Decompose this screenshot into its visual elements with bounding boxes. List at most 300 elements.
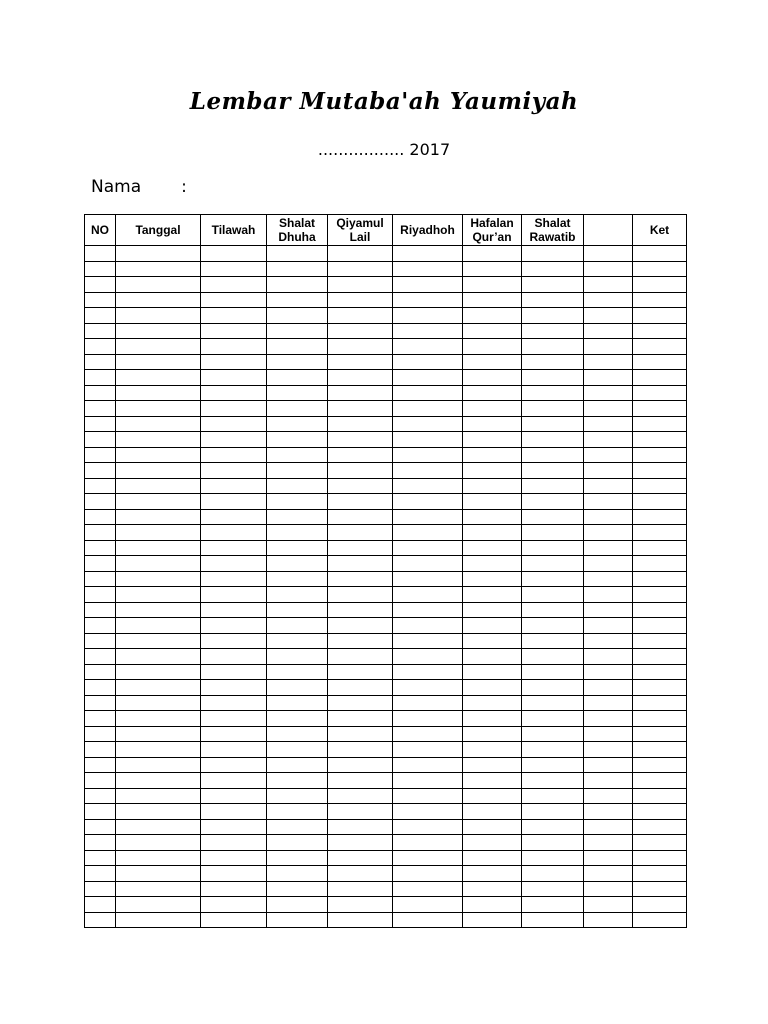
table-cell[interactable] <box>633 556 687 572</box>
table-cell[interactable] <box>463 370 522 386</box>
table-cell[interactable] <box>328 804 393 820</box>
table-cell[interactable] <box>633 804 687 820</box>
table-cell[interactable] <box>267 726 328 742</box>
table-cell[interactable] <box>522 804 584 820</box>
table-cell[interactable] <box>522 711 584 727</box>
table-cell[interactable] <box>85 540 116 556</box>
table-cell[interactable] <box>201 680 267 696</box>
table-cell[interactable] <box>267 850 328 866</box>
table-cell[interactable] <box>328 618 393 634</box>
table-cell[interactable] <box>267 695 328 711</box>
table-cell[interactable] <box>267 478 328 494</box>
table-cell[interactable] <box>267 757 328 773</box>
table-cell[interactable] <box>522 633 584 649</box>
table-cell[interactable] <box>522 835 584 851</box>
table-cell[interactable] <box>201 463 267 479</box>
table-cell[interactable] <box>328 447 393 463</box>
table-cell[interactable] <box>463 540 522 556</box>
table-cell[interactable] <box>201 726 267 742</box>
table-cell[interactable] <box>328 664 393 680</box>
table-cell[interactable] <box>85 881 116 897</box>
table-cell[interactable] <box>267 447 328 463</box>
table-cell[interactable] <box>522 680 584 696</box>
table-cell[interactable] <box>85 308 116 324</box>
table-cell[interactable] <box>633 881 687 897</box>
table-cell[interactable] <box>584 556 633 572</box>
table-cell[interactable] <box>463 897 522 913</box>
table-cell[interactable] <box>463 757 522 773</box>
table-cell[interactable] <box>116 664 201 680</box>
table-cell[interactable] <box>116 649 201 665</box>
table-cell[interactable] <box>584 323 633 339</box>
table-cell[interactable] <box>267 897 328 913</box>
table-cell[interactable] <box>267 494 328 510</box>
table-cell[interactable] <box>116 463 201 479</box>
table-cell[interactable] <box>267 881 328 897</box>
table-cell[interactable] <box>267 308 328 324</box>
table-cell[interactable] <box>328 587 393 603</box>
table-cell[interactable] <box>584 633 633 649</box>
table-cell[interactable] <box>85 835 116 851</box>
table-cell[interactable] <box>267 912 328 928</box>
table-cell[interactable] <box>633 478 687 494</box>
table-cell[interactable] <box>633 540 687 556</box>
table-cell[interactable] <box>633 509 687 525</box>
table-cell[interactable] <box>201 618 267 634</box>
table-cell[interactable] <box>463 509 522 525</box>
table-cell[interactable] <box>463 773 522 789</box>
table-cell[interactable] <box>522 261 584 277</box>
table-cell[interactable] <box>328 246 393 262</box>
table-cell[interactable] <box>116 571 201 587</box>
table-cell[interactable] <box>116 277 201 293</box>
table-cell[interactable] <box>85 261 116 277</box>
table-cell[interactable] <box>85 757 116 773</box>
table-cell[interactable] <box>522 695 584 711</box>
table-cell[interactable] <box>85 726 116 742</box>
table-cell[interactable] <box>393 509 463 525</box>
table-cell[interactable] <box>393 742 463 758</box>
table-cell[interactable] <box>522 339 584 355</box>
table-cell[interactable] <box>85 246 116 262</box>
table-cell[interactable] <box>522 649 584 665</box>
table-cell[interactable] <box>633 292 687 308</box>
table-cell[interactable] <box>267 804 328 820</box>
table-cell[interactable] <box>633 618 687 634</box>
table-cell[interactable] <box>201 401 267 417</box>
table-cell[interactable] <box>393 664 463 680</box>
table-cell[interactable] <box>328 478 393 494</box>
table-cell[interactable] <box>201 416 267 432</box>
table-cell[interactable] <box>393 649 463 665</box>
table-cell[interactable] <box>328 339 393 355</box>
table-cell[interactable] <box>267 370 328 386</box>
table-cell[interactable] <box>116 711 201 727</box>
table-cell[interactable] <box>463 463 522 479</box>
table-cell[interactable] <box>633 912 687 928</box>
table-cell[interactable] <box>522 571 584 587</box>
table-cell[interactable] <box>393 478 463 494</box>
table-cell[interactable] <box>522 881 584 897</box>
table-cell[interactable] <box>633 680 687 696</box>
table-cell[interactable] <box>633 308 687 324</box>
table-cell[interactable] <box>584 478 633 494</box>
table-cell[interactable] <box>85 370 116 386</box>
table-cell[interactable] <box>584 680 633 696</box>
table-cell[interactable] <box>393 881 463 897</box>
table-cell[interactable] <box>267 416 328 432</box>
table-cell[interactable] <box>393 339 463 355</box>
table-cell[interactable] <box>522 618 584 634</box>
table-cell[interactable] <box>201 850 267 866</box>
table-cell[interactable] <box>463 711 522 727</box>
table-cell[interactable] <box>267 509 328 525</box>
table-cell[interactable] <box>522 587 584 603</box>
table-cell[interactable] <box>267 602 328 618</box>
table-cell[interactable] <box>393 540 463 556</box>
table-cell[interactable] <box>116 788 201 804</box>
table-cell[interactable] <box>201 525 267 541</box>
table-cell[interactable] <box>267 866 328 882</box>
table-cell[interactable] <box>328 494 393 510</box>
table-cell[interactable] <box>463 308 522 324</box>
table-cell[interactable] <box>85 602 116 618</box>
table-cell[interactable] <box>267 835 328 851</box>
table-cell[interactable] <box>393 277 463 293</box>
table-cell[interactable] <box>393 463 463 479</box>
table-cell[interactable] <box>85 819 116 835</box>
table-cell[interactable] <box>328 788 393 804</box>
table-cell[interactable] <box>328 866 393 882</box>
table-cell[interactable] <box>633 866 687 882</box>
table-cell[interactable] <box>522 354 584 370</box>
table-cell[interactable] <box>522 463 584 479</box>
table-cell[interactable] <box>393 447 463 463</box>
table-cell[interactable] <box>116 633 201 649</box>
table-cell[interactable] <box>584 850 633 866</box>
table-cell[interactable] <box>522 742 584 758</box>
table-cell[interactable] <box>463 788 522 804</box>
table-cell[interactable] <box>463 726 522 742</box>
table-cell[interactable] <box>633 416 687 432</box>
table-cell[interactable] <box>85 354 116 370</box>
table-cell[interactable] <box>393 633 463 649</box>
table-cell[interactable] <box>463 478 522 494</box>
table-cell[interactable] <box>393 850 463 866</box>
table-cell[interactable] <box>522 292 584 308</box>
table-cell[interactable] <box>85 850 116 866</box>
table-cell[interactable] <box>328 571 393 587</box>
table-cell[interactable] <box>201 912 267 928</box>
table-cell[interactable] <box>201 757 267 773</box>
table-cell[interactable] <box>201 897 267 913</box>
table-cell[interactable] <box>584 912 633 928</box>
table-cell[interactable] <box>463 819 522 835</box>
table-cell[interactable] <box>522 525 584 541</box>
table-cell[interactable] <box>201 261 267 277</box>
table-cell[interactable] <box>328 277 393 293</box>
table-cell[interactable] <box>393 587 463 603</box>
table-cell[interactable] <box>328 680 393 696</box>
table-cell[interactable] <box>522 897 584 913</box>
table-cell[interactable] <box>85 788 116 804</box>
table-cell[interactable] <box>393 819 463 835</box>
table-cell[interactable] <box>633 742 687 758</box>
table-cell[interactable] <box>633 850 687 866</box>
table-cell[interactable] <box>85 649 116 665</box>
table-cell[interactable] <box>116 602 201 618</box>
table-cell[interactable] <box>267 463 328 479</box>
table-cell[interactable] <box>116 897 201 913</box>
table-cell[interactable] <box>522 850 584 866</box>
table-cell[interactable] <box>201 494 267 510</box>
table-cell[interactable] <box>116 354 201 370</box>
table-cell[interactable] <box>633 773 687 789</box>
table-cell[interactable] <box>116 323 201 339</box>
table-cell[interactable] <box>463 432 522 448</box>
table-cell[interactable] <box>463 385 522 401</box>
table-cell[interactable] <box>584 835 633 851</box>
table-cell[interactable] <box>85 323 116 339</box>
table-cell[interactable] <box>393 835 463 851</box>
table-cell[interactable] <box>633 432 687 448</box>
table-cell[interactable] <box>85 680 116 696</box>
table-cell[interactable] <box>393 246 463 262</box>
table-cell[interactable] <box>522 788 584 804</box>
table-cell[interactable] <box>522 432 584 448</box>
table-cell[interactable] <box>201 370 267 386</box>
table-cell[interactable] <box>328 819 393 835</box>
table-cell[interactable] <box>633 788 687 804</box>
table-cell[interactable] <box>201 587 267 603</box>
table-cell[interactable] <box>633 633 687 649</box>
table-cell[interactable] <box>463 339 522 355</box>
table-cell[interactable] <box>393 804 463 820</box>
table-cell[interactable] <box>584 277 633 293</box>
table-cell[interactable] <box>267 339 328 355</box>
table-cell[interactable] <box>522 602 584 618</box>
table-cell[interactable] <box>633 726 687 742</box>
table-cell[interactable] <box>522 819 584 835</box>
table-cell[interactable] <box>463 416 522 432</box>
table-cell[interactable] <box>328 695 393 711</box>
table-cell[interactable] <box>393 494 463 510</box>
table-cell[interactable] <box>267 292 328 308</box>
table-cell[interactable] <box>85 494 116 510</box>
table-cell[interactable] <box>116 804 201 820</box>
table-cell[interactable] <box>85 587 116 603</box>
table-cell[interactable] <box>328 354 393 370</box>
table-cell[interactable] <box>267 680 328 696</box>
table-cell[interactable] <box>116 509 201 525</box>
table-cell[interactable] <box>116 757 201 773</box>
table-cell[interactable] <box>267 618 328 634</box>
table-cell[interactable] <box>393 385 463 401</box>
table-cell[interactable] <box>201 447 267 463</box>
table-cell[interactable] <box>633 587 687 603</box>
table-cell[interactable] <box>393 711 463 727</box>
table-cell[interactable] <box>522 757 584 773</box>
table-cell[interactable] <box>584 509 633 525</box>
table-cell[interactable] <box>267 633 328 649</box>
table-cell[interactable] <box>116 494 201 510</box>
table-cell[interactable] <box>393 757 463 773</box>
table-cell[interactable] <box>522 246 584 262</box>
table-cell[interactable] <box>201 633 267 649</box>
table-cell[interactable] <box>633 649 687 665</box>
table-cell[interactable] <box>85 478 116 494</box>
table-cell[interactable] <box>267 742 328 758</box>
table-cell[interactable] <box>85 463 116 479</box>
table-cell[interactable] <box>328 370 393 386</box>
table-cell[interactable] <box>584 649 633 665</box>
table-cell[interactable] <box>328 742 393 758</box>
table-cell[interactable] <box>633 711 687 727</box>
table-cell[interactable] <box>201 788 267 804</box>
table-cell[interactable] <box>267 540 328 556</box>
table-cell[interactable] <box>328 525 393 541</box>
table-cell[interactable] <box>584 726 633 742</box>
table-cell[interactable] <box>633 897 687 913</box>
table-cell[interactable] <box>463 680 522 696</box>
table-cell[interactable] <box>463 804 522 820</box>
table-cell[interactable] <box>267 773 328 789</box>
table-cell[interactable] <box>463 525 522 541</box>
table-cell[interactable] <box>393 897 463 913</box>
table-cell[interactable] <box>633 463 687 479</box>
table-cell[interactable] <box>267 246 328 262</box>
table-cell[interactable] <box>633 354 687 370</box>
table-cell[interactable] <box>584 866 633 882</box>
table-cell[interactable] <box>393 261 463 277</box>
table-cell[interactable] <box>463 695 522 711</box>
table-cell[interactable] <box>267 401 328 417</box>
table-cell[interactable] <box>393 370 463 386</box>
table-cell[interactable] <box>633 370 687 386</box>
table-cell[interactable] <box>584 757 633 773</box>
table-cell[interactable] <box>633 494 687 510</box>
table-cell[interactable] <box>633 339 687 355</box>
table-cell[interactable] <box>328 633 393 649</box>
table-cell[interactable] <box>267 819 328 835</box>
table-cell[interactable] <box>328 649 393 665</box>
table-cell[interactable] <box>116 695 201 711</box>
table-cell[interactable] <box>522 416 584 432</box>
table-cell[interactable] <box>463 261 522 277</box>
table-cell[interactable] <box>463 277 522 293</box>
table-cell[interactable] <box>633 385 687 401</box>
table-cell[interactable] <box>85 618 116 634</box>
table-cell[interactable] <box>328 261 393 277</box>
table-cell[interactable] <box>328 385 393 401</box>
table-cell[interactable] <box>393 308 463 324</box>
table-cell[interactable] <box>584 447 633 463</box>
table-cell[interactable] <box>267 525 328 541</box>
table-cell[interactable] <box>522 664 584 680</box>
table-cell[interactable] <box>201 819 267 835</box>
table-cell[interactable] <box>201 881 267 897</box>
table-cell[interactable] <box>116 447 201 463</box>
table-cell[interactable] <box>328 416 393 432</box>
table-cell[interactable] <box>633 447 687 463</box>
table-cell[interactable] <box>393 680 463 696</box>
table-cell[interactable] <box>201 277 267 293</box>
table-cell[interactable] <box>328 835 393 851</box>
table-cell[interactable] <box>328 881 393 897</box>
table-cell[interactable] <box>201 540 267 556</box>
table-cell[interactable] <box>267 788 328 804</box>
table-cell[interactable] <box>522 478 584 494</box>
table-cell[interactable] <box>584 773 633 789</box>
table-cell[interactable] <box>201 354 267 370</box>
table-cell[interactable] <box>116 819 201 835</box>
table-cell[interactable] <box>85 277 116 293</box>
table-cell[interactable] <box>116 835 201 851</box>
table-cell[interactable] <box>116 742 201 758</box>
table-cell[interactable] <box>201 478 267 494</box>
table-cell[interactable] <box>328 711 393 727</box>
table-cell[interactable] <box>463 587 522 603</box>
table-cell[interactable] <box>584 587 633 603</box>
table-cell[interactable] <box>633 401 687 417</box>
table-cell[interactable] <box>584 401 633 417</box>
table-cell[interactable] <box>85 525 116 541</box>
table-cell[interactable] <box>522 277 584 293</box>
table-cell[interactable] <box>393 292 463 308</box>
table-cell[interactable] <box>522 494 584 510</box>
table-cell[interactable] <box>463 618 522 634</box>
table-cell[interactable] <box>267 664 328 680</box>
table-cell[interactable] <box>463 246 522 262</box>
table-cell[interactable] <box>393 354 463 370</box>
table-cell[interactable] <box>633 571 687 587</box>
table-cell[interactable] <box>584 788 633 804</box>
table-cell[interactable] <box>328 323 393 339</box>
table-cell[interactable] <box>393 323 463 339</box>
table-cell[interactable] <box>201 664 267 680</box>
table-cell[interactable] <box>85 556 116 572</box>
table-cell[interactable] <box>584 463 633 479</box>
table-cell[interactable] <box>584 897 633 913</box>
table-cell[interactable] <box>201 385 267 401</box>
table-cell[interactable] <box>522 385 584 401</box>
table-cell[interactable] <box>328 432 393 448</box>
table-cell[interactable] <box>584 711 633 727</box>
table-cell[interactable] <box>201 742 267 758</box>
table-cell[interactable] <box>463 881 522 897</box>
table-cell[interactable] <box>116 680 201 696</box>
table-cell[interactable] <box>116 618 201 634</box>
table-cell[interactable] <box>201 773 267 789</box>
table-cell[interactable] <box>328 757 393 773</box>
table-cell[interactable] <box>328 540 393 556</box>
table-cell[interactable] <box>116 432 201 448</box>
table-cell[interactable] <box>85 866 116 882</box>
table-cell[interactable] <box>267 261 328 277</box>
table-cell[interactable] <box>393 726 463 742</box>
table-cell[interactable] <box>201 695 267 711</box>
table-cell[interactable] <box>633 695 687 711</box>
table-cell[interactable] <box>116 525 201 541</box>
table-cell[interactable] <box>393 695 463 711</box>
table-cell[interactable] <box>85 773 116 789</box>
table-cell[interactable] <box>116 370 201 386</box>
table-cell[interactable] <box>201 556 267 572</box>
table-cell[interactable] <box>85 742 116 758</box>
table-cell[interactable] <box>116 261 201 277</box>
table-cell[interactable] <box>267 571 328 587</box>
table-cell[interactable] <box>328 602 393 618</box>
